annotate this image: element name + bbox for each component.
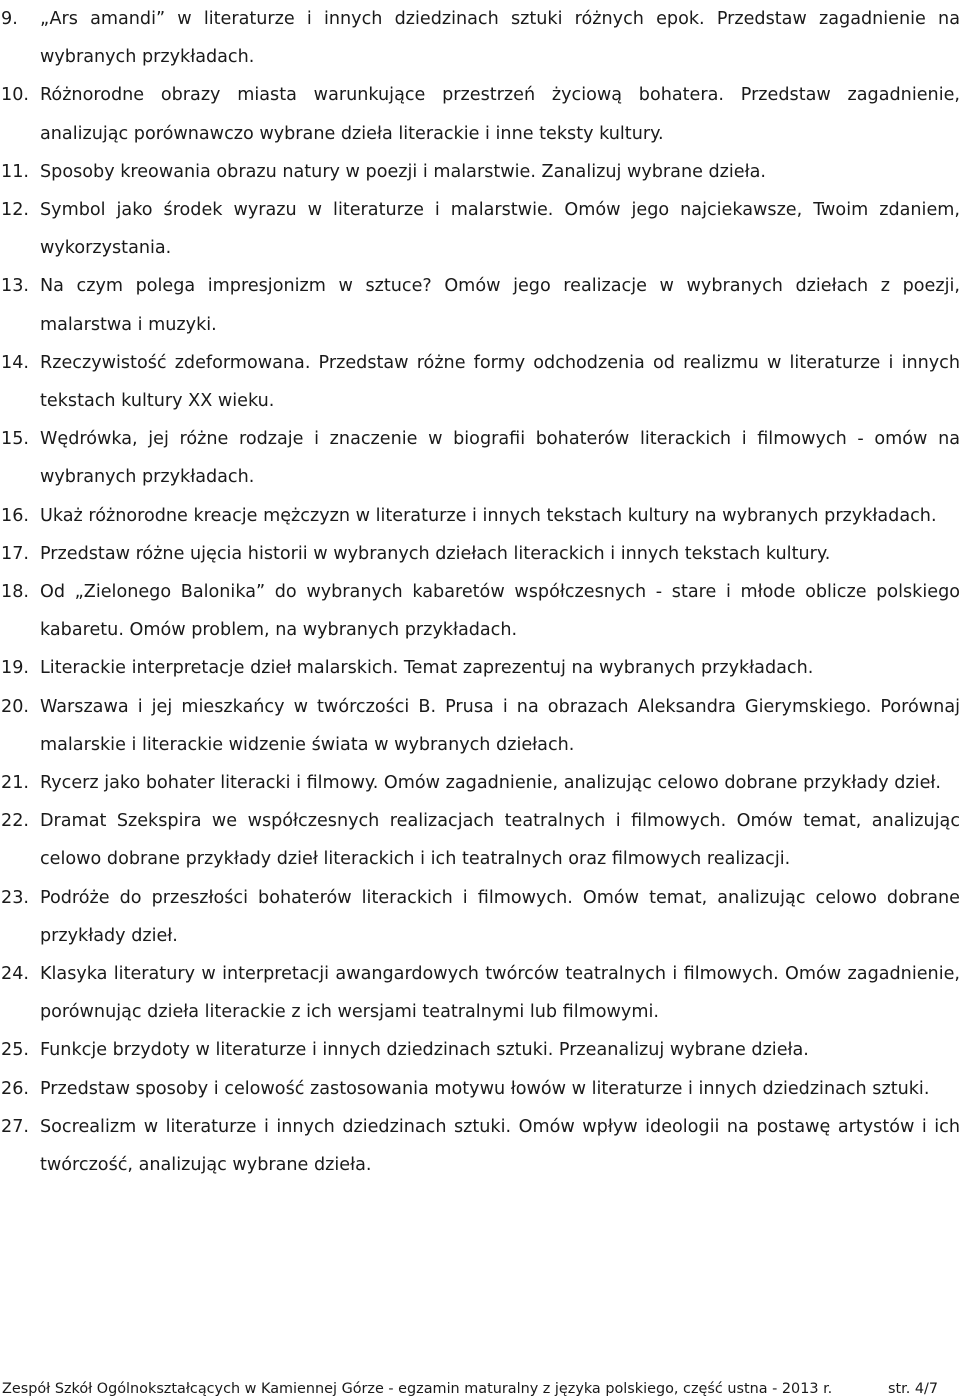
list-item: [0, 420, 960, 496]
topic-text: Od „Zielonego Balonika” do wybranych kabaretów współczesnych - stare i młode oblicze polskiego kabaretu. Omów problem, na wybranych przykładach.: [40, 582, 960, 641]
topic-text: Klasyka literatury w interpretacji awangardowych twórców teatralnych i filmowych. Omów zagadnienie, porównując dzieła literackie z ich wersjami teatralnymi lub filmowymi.: [40, 964, 960, 1023]
topic-text: Symbol jako środek wyrazu w literaturze i malarstwie. Omów jego najciekawsze, Twoim zdaniem, wykorzystania.: [40, 200, 960, 259]
list-item: [0, 764, 960, 802]
list-item: [0, 535, 960, 573]
list-item: [0, 344, 960, 420]
topic-text: Wędrówka, jej różne rodzaje i znaczenie w biografii bohaterów literackich i filmowych - omów na wybranych przykładach.: [40, 429, 960, 488]
topic-text: Przedstaw różne ujęcia historii w wybranych dziełach literackich i innych tekstach kultury.: [40, 543, 831, 564]
list-item: [0, 1108, 960, 1184]
topic-text: Różnorodne obrazy miasta warunkujące przestrzeń życiową bohatera. Przedstaw zagadnienie, analizując porównawczo wybrane dzieła literackie i inne teksty kultury.: [40, 85, 960, 144]
topic-text: Funkcje brzydoty w literaturze i innych dziedzinach sztuki. Przeanalizuj wybrane dzieła.: [40, 1040, 809, 1061]
topic-number: 20.: [1, 696, 29, 717]
topic-number: 22.: [1, 811, 29, 832]
topic-number: 24.: [1, 964, 29, 985]
topic-number: 23.: [1, 887, 29, 908]
topic-number: 12.: [1, 200, 29, 221]
topic-number: 14.: [1, 352, 29, 373]
topic-number: 16.: [1, 505, 29, 526]
list-item: [0, 688, 960, 764]
list-item: [0, 0, 960, 76]
list-item: [0, 1031, 960, 1069]
topic-text: Podróże do przeszłości bohaterów literackich i filmowych. Omów temat, analizując celowo dobrane przykłady dzieł.: [40, 887, 960, 946]
topic-text: Dramat Szekspira we współczesnych realizacjach teatralnych i filmowych. Omów temat, analizując celowo dobrane przykłady dzieł literackich i ich teatralnych oraz filmowych realizacji.: [40, 811, 960, 870]
list-item: [0, 573, 960, 649]
list-item: [0, 649, 960, 687]
topic-number: 26.: [1, 1078, 29, 1099]
topic-text: Sposoby kreowania obrazu natury w poezji i malarstwie. Zanalizuj wybrane dzieła.: [40, 161, 766, 182]
topic-number: 11.: [1, 161, 29, 182]
topic-text: Rycerz jako bohater literacki i filmowy. Omów zagadnienie, analizując celowo dobrane przykłady dzieł.: [40, 773, 941, 794]
topic-number: 9.: [1, 9, 18, 29]
topic-number: 18.: [1, 582, 29, 603]
topic-text: Literackie interpretacje dzieł malarskich. Temat zaprezentuj na wybranych przykładach.: [40, 658, 814, 679]
list-item: [0, 879, 960, 955]
footer-school-info: Zespół Szkół Ogólnokształcących w Kamiennej Górze - egzamin maturalny z języka polskiego, część ustna - 2013 r.: [2, 1381, 833, 1397]
topic-text: Przedstaw sposoby i celowość zastosowania motywu łowów w literaturze i innych dziedzinach sztuki.: [40, 1078, 930, 1099]
topic-text: Rzeczywistość zdeformowana. Przedstaw różne formy odchodzenia od realizmu w literaturze i innych tekstach kultury XX wieku.: [40, 352, 960, 412]
list-item: [0, 802, 960, 878]
topic-number: 21.: [1, 773, 29, 794]
topic-text: „Ars amandi” w literaturze i innych dziedzinach sztuki różnych epok. Przedstaw zagadnienie na wybranych przykładach.: [40, 9, 960, 68]
topic-number: 19.: [1, 658, 29, 679]
list-item: [0, 955, 960, 1031]
topic-number: 27.: [1, 1116, 29, 1137]
page-number: str. 4/7: [887, 1381, 938, 1397]
topic-text: Warszawa i jej mieszkańcy w twórczości B. Prusa i na obrazach Aleksandra Gierymskiego. Porównaj malarskie i literackie widzenie świata w wybranych dziełach.: [40, 696, 960, 755]
topic-number: 25.: [1, 1040, 29, 1061]
list-item: [0, 1070, 960, 1108]
topic-text: Na czym polega impresjonizm w sztuce? Omów jego realizacje w wybranych dziełach z poezji, malarstwa i muzyki.: [40, 276, 960, 335]
topic-number: 10.: [1, 85, 29, 106]
topic-number: 13.: [1, 276, 29, 297]
list-item: [0, 267, 960, 343]
list-item: [0, 153, 960, 191]
topic-number: 17.: [1, 543, 29, 564]
list-item: [0, 191, 960, 267]
list-item: [0, 76, 960, 152]
page-footer: [2, 1379, 938, 1399]
topic-number: 15.: [1, 429, 29, 450]
list-item: [0, 497, 960, 535]
topic-text: Socrealizm w literaturze i innych dziedzinach sztuki. Omów wpływ ideologii na postawę artystów i ich twórczość, analizując wybrane dzieła.: [40, 1116, 960, 1176]
topic-text: Ukaż różnorodne kreacje mężczyzn w literaturze i innych tekstach kultury na wybranych przykładach.: [40, 505, 937, 526]
